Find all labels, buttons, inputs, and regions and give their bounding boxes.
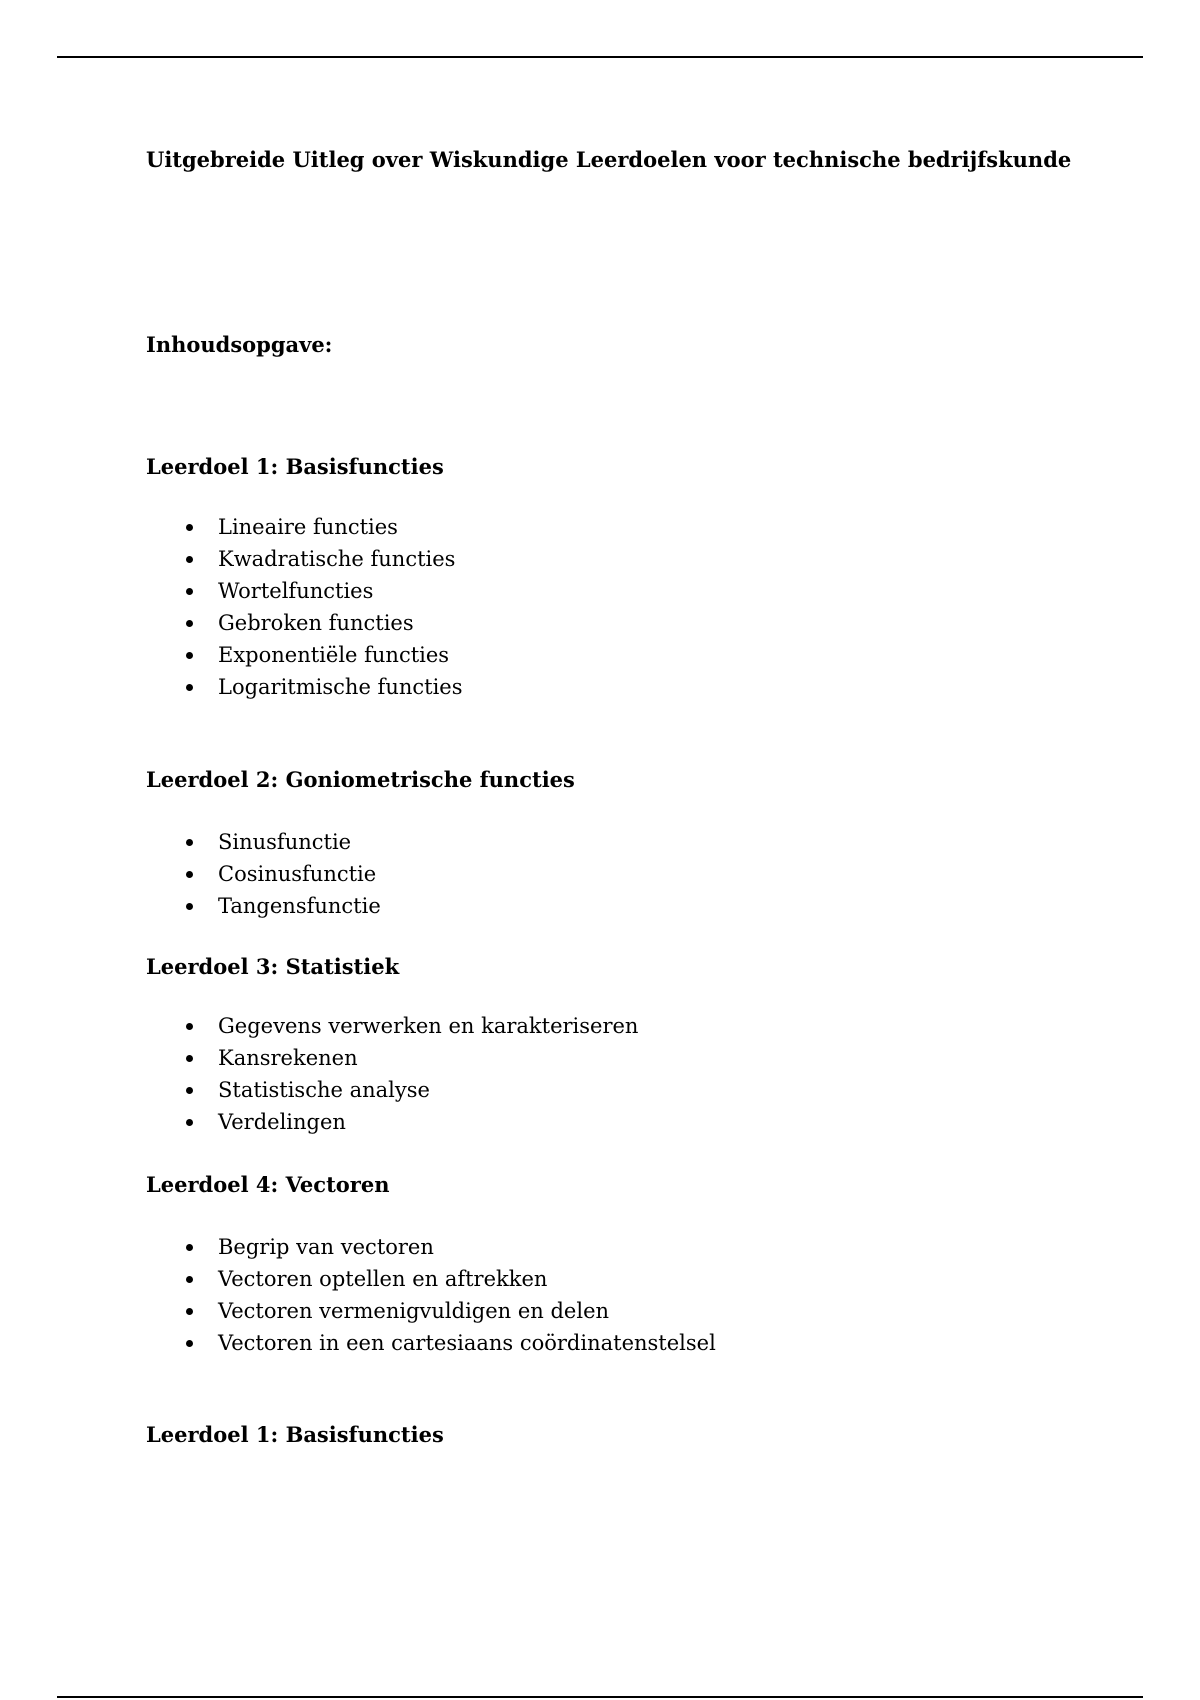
list-item-text: Sinusfunctie — [218, 830, 352, 854]
list-item-text: Vectoren in een cartesiaans coördinatenstelsel — [218, 1331, 716, 1355]
list-item — [146, 543, 462, 575]
list-item-text: Exponentiële functies — [218, 643, 450, 667]
list-item-text: Verdelingen — [218, 1110, 346, 1134]
list-item — [146, 1231, 716, 1263]
list-item — [146, 826, 575, 858]
bullet-icon — [186, 652, 193, 659]
section-leerdoel-4 — [146, 1170, 716, 1359]
list-item — [146, 607, 462, 639]
section-list — [146, 1231, 716, 1359]
bullet-icon — [186, 871, 193, 878]
list-item — [146, 1106, 638, 1138]
list-item — [146, 858, 575, 890]
list-item-text: Vectoren vermenigvuldigen en delen — [218, 1299, 610, 1323]
list-item-text: Logaritmische functies — [218, 675, 463, 699]
list-item-text: Kansrekenen — [218, 1046, 358, 1070]
bullet-icon — [186, 620, 193, 627]
list-item-text: Gegevens verwerken en karakteriseren — [218, 1014, 639, 1038]
list-item — [146, 1074, 638, 1106]
top-rule — [57, 56, 1143, 58]
list-item — [146, 1327, 716, 1359]
section-heading: Leerdoel 3: Statistiek — [146, 954, 400, 979]
list-item — [146, 890, 575, 922]
bullet-icon — [186, 588, 193, 595]
toc-label: Inhoudsopgave: — [146, 332, 333, 357]
section-leerdoel-1 — [146, 452, 462, 703]
bullet-icon — [186, 839, 193, 846]
section-leerdoel-2 — [146, 765, 575, 922]
bullet-icon — [186, 1340, 193, 1347]
bullet-icon — [186, 903, 193, 910]
section-list — [146, 1010, 638, 1138]
bullet-icon — [186, 556, 193, 563]
list-item — [146, 639, 462, 671]
document-title: Uitgebreide Uitleg over Wiskundige Leerdoelen voor technische bedrijfskunde — [146, 147, 1072, 172]
list-item-text: Cosinusfunctie — [218, 862, 377, 886]
section-heading: Leerdoel 1: Basisfuncties — [146, 454, 444, 479]
list-item-text: Gebroken functies — [218, 611, 414, 635]
bullet-icon — [186, 684, 193, 691]
bullet-icon — [186, 1023, 193, 1030]
list-item — [146, 575, 462, 607]
list-item — [146, 1263, 716, 1295]
bullet-icon — [186, 1055, 193, 1062]
list-item-text: Vectoren optellen en aftrekken — [218, 1267, 548, 1291]
bullet-icon — [186, 1087, 193, 1094]
list-item — [146, 1010, 638, 1042]
list-item-text: Statistische analyse — [218, 1078, 430, 1102]
list-item-text: Wortelfuncties — [218, 579, 374, 603]
list-item-text: Lineaire functies — [218, 515, 398, 539]
list-item — [146, 671, 462, 703]
bullet-icon — [186, 1244, 193, 1251]
section-heading: Leerdoel 4: Vectoren — [146, 1172, 390, 1197]
section-list — [146, 826, 575, 922]
section-heading: Leerdoel 2: Goniometrische functies — [146, 767, 575, 792]
list-item — [146, 1042, 638, 1074]
next-section-heading: Leerdoel 1: Basisfuncties — [146, 1422, 444, 1447]
list-item — [146, 1295, 716, 1327]
section-leerdoel-3 — [146, 952, 638, 1138]
bullet-icon — [186, 1276, 193, 1283]
bullet-icon — [186, 1119, 193, 1126]
bullet-icon — [186, 524, 193, 531]
list-item-text: Tangensfunctie — [218, 894, 381, 918]
bullet-icon — [186, 1308, 193, 1315]
list-item — [146, 511, 462, 543]
list-item-text: Begrip van vectoren — [218, 1235, 434, 1259]
section-list — [146, 511, 462, 703]
bottom-rule — [57, 1696, 1143, 1698]
list-item-text: Kwadratische functies — [218, 547, 456, 571]
